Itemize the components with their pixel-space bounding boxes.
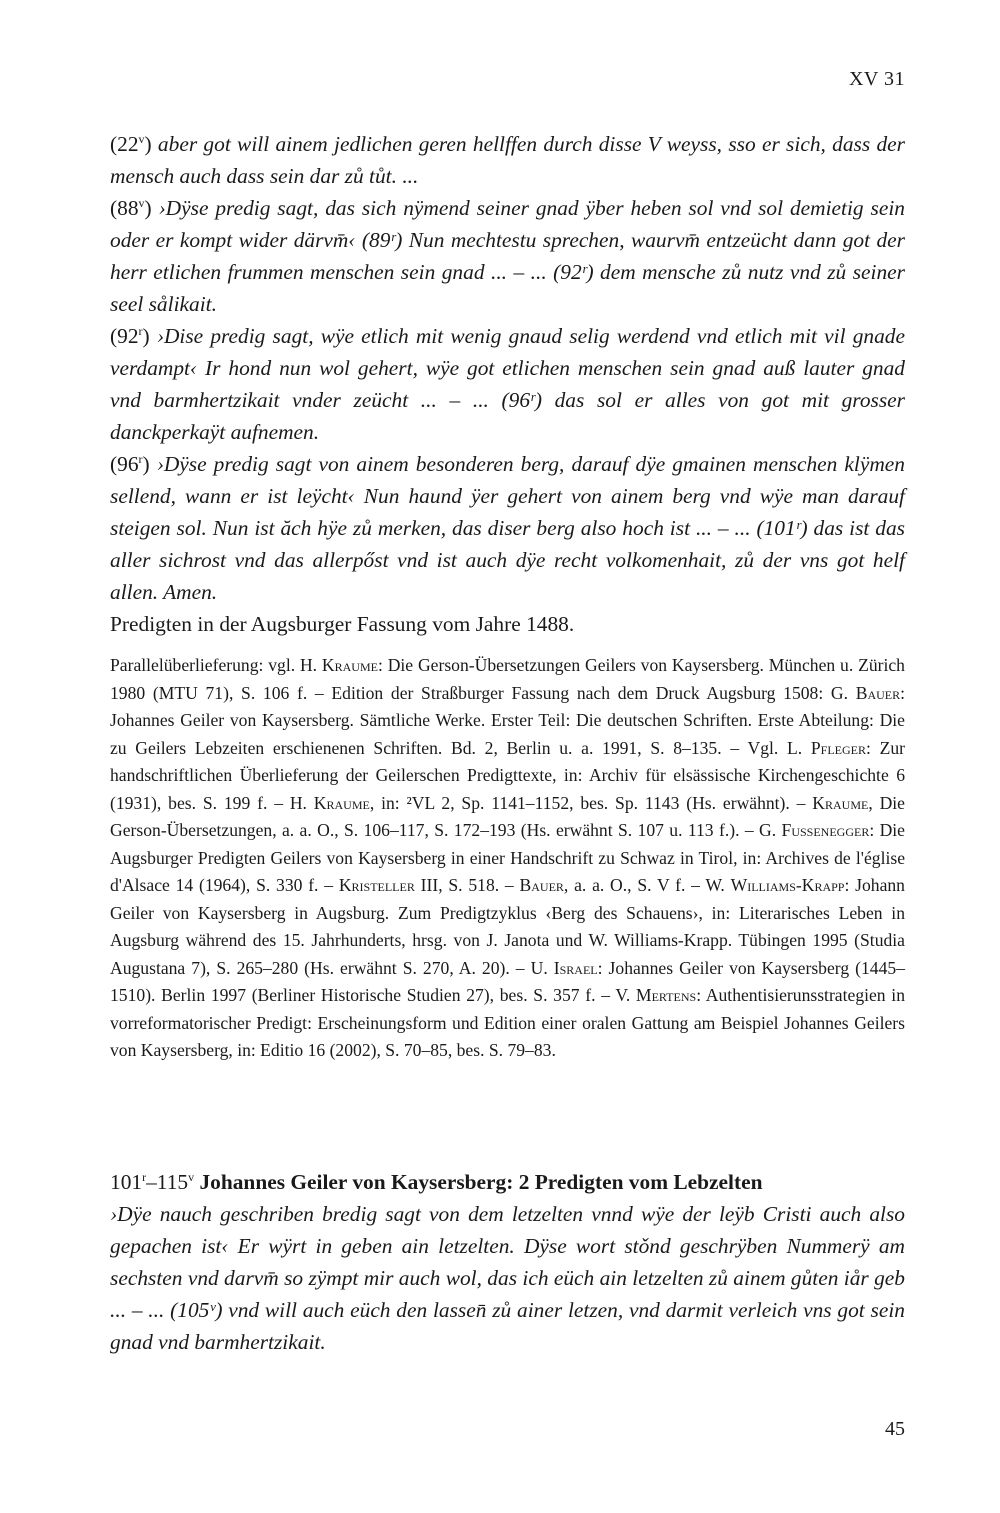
author-name: Bauer — [519, 875, 564, 895]
folio-reference: (92 — [110, 324, 139, 348]
page-number: 45 — [885, 1418, 905, 1440]
folio-side: r — [138, 451, 143, 466]
sermon-entry — [110, 128, 905, 192]
bibliography-text: , a. a. O., S. V f. – W. — [563, 875, 731, 895]
bibliography-paragraph — [110, 652, 905, 1065]
range-start-side: r — [142, 1169, 147, 1184]
summary-line: Predigten in der Augsburger Fassung vom Jahre 1488. — [110, 612, 575, 636]
bibliography-text: : Johannes Geiler von Kaysersberg. Sämtliche Werke. Erster Teil: Die deutschen Schriften. Erste Abteilung: Die zu Geilers Lebzeiten erschienenen Schriften. Bd. 2, Berlin u. a. 1991, S. 8–135. – Vgl. L. — [110, 682, 905, 758]
manuscript-entries — [110, 128, 905, 1065]
folio-close: ) — [144, 196, 152, 220]
folio-reference: (88 — [110, 196, 139, 220]
author-name: Pfleger — [810, 737, 866, 758]
entry-text: ›Dÿse predig sagt, das sich nÿmend seiner gnad ÿber heben sol vnd sol demietig sein oder er kompt wider därvm̄‹ (89ʳ) Nun mechtestu sprechen, waurvm̄ entzeücht dann got der herr etlichen frummen menschen sein gnad ... – ... (92ʳ) dem mensche zů nutz vnd zů seiner seel sålikait. — [110, 196, 905, 316]
author-name: Williams-Krapp — [730, 875, 845, 895]
bibliography-text: : Die Augsburger Predigten Geilers von Kaysersberg in einer Handschrift zu Schwaz in Tirol, in: Archives de l'église d'Alsace 14 (1964), S. 330 f. – — [110, 820, 905, 895]
sermon-entry — [110, 320, 905, 448]
bibliography-text: , in: ²VL 2, Sp. 1141–1152, bes. Sp. 1143 (Hs. erwähnt). – — [369, 792, 813, 813]
bibliography-text: III, S. 518. – — [414, 875, 520, 895]
next-section — [110, 1166, 905, 1358]
sermon-entry — [110, 192, 905, 320]
bibliography-text: , Die Gerson-Übersetzungen, a. a. O., S. 106–117, S. 172–193 (Hs. erwähnt S. 107 u. 113 f.). – G. — [110, 792, 905, 840]
author-name: Kraume — [812, 792, 869, 813]
running-head: XV 31 — [848, 68, 905, 90]
range-start: 101 — [110, 1170, 143, 1194]
author-name: Fussenegger — [781, 820, 870, 840]
bibliography-text: Parallelüberlieferung: vgl. H. — [110, 655, 322, 675]
bibliography-text: : Zur handschriftlichen Überlieferung der Geilerschen Predigttexte, in: Archiv für elsässische Kirchengeschichte 6 (1931), bes. S. 199 f. – H. — [110, 737, 905, 813]
range-end: 115 — [156, 1170, 189, 1194]
folio-reference: (22 — [110, 132, 139, 156]
range-dash: – — [146, 1170, 157, 1194]
section-heading — [110, 1166, 905, 1198]
entry-text: ›Dÿse predig sagt von ainem besonderen berg, darauf dÿe gmainen menschen klÿmen sellend, wann er ist leÿcht‹ Nun haund ÿer gehert von ainem berg vnd wÿe man darauf steigen sol. Nun ist ăch hÿe zů merken, das diser berg also hoch ist ... – ... (101ʳ) das ist das aller sichrost vnd das allerpőst vnd ist auch dÿe recht volkomenhait, zů der vns got helf allen. Amen. — [110, 452, 905, 604]
folio-close: ) — [142, 452, 150, 476]
folio-close: ) — [142, 324, 150, 348]
entry-text: aber got will ainem jedlichen geren hellffen durch disse V weyss, sso er sich, dass der mensch auch dass sein dar zů tůt. ... — [110, 132, 905, 188]
author-name: Bauer — [855, 682, 901, 703]
entry-text: ›Dise predig sagt, wÿe etlich mit wenig gnaud selig werdend vnd etlich mit vil gnade verdampt‹ Ir hond nun wol gehert, wÿe got etlichen menschen sein gnad auß lauter gnad vnd barmhertzikait vnder zeücht ... – ... (96ʳ) das sol er alles von got mit grosser danckperkaÿt aufnemen. — [110, 324, 905, 444]
author-name: Mertens — [635, 985, 697, 1005]
sermon-entry — [110, 448, 905, 608]
bibliography-text: : Johannes Geiler von Kaysersberg (1445–1510). Berlin 1997 (Berliner Historische Studien 27), bes. S. 357 f. – V. — [110, 957, 905, 1005]
bibliography-text: : Die Gerson-Übersetzungen Geilers von Kaysersberg. München u. Zürich 1980 (MTU 71), S. 106 f. – Edition der Straßburger Fassung nach dem Druck Augsburg 1508: G. — [110, 655, 905, 703]
section-title: Johannes Geiler von Kaysersberg: 2 Predigten vom Lebzelten — [194, 1170, 763, 1194]
folio-side: v — [138, 131, 145, 146]
range-end-side: v — [188, 1169, 195, 1184]
folio-reference: (96 — [110, 452, 139, 476]
folio-side: v — [138, 195, 145, 210]
folio-close: ) — [144, 132, 152, 156]
folio-side: r — [138, 323, 143, 338]
bibliography-text: : Johann Geiler von Kaysersberg in Augsburg. Zum Predigtzyklus ‹Berg des Schauens›, in: Literarisches Leben in Augsburg während des 15. Jahrhunderts, hrsg. von J. Janota und W. Williams-Krapp. Tübingen 1995 (Studia Augustana 7), S. 265–280 (Hs. erwähnt S. 270, A. 20). – U. — [110, 875, 905, 978]
bibliography-text: : Authentisierunsstrategien in vorreformatorischer Predigt: Erscheinungsform und Edition einer oralen Gattung am Beispiel Johannes Geilers von Kaysersberg, in: Editio 16 (2002), S. 70–85, bes. S. 79–83. — [110, 985, 905, 1060]
section-text: ›Dÿe nauch geschriben bredig sagt von dem letzelten vnnd wÿe der leÿb Cristi auch also gepachen ist‹ Er wÿrt in geben ain letzelten. Dÿse wort stǒnd geschrÿben Nummerÿ am sechsten vnd darvm̄ so zÿmpt mir auch wol, das ich eüch ain letzelten zů ainem gůten iår geb ... – ... (105ᵛ) vnd will auch eüch den lassen̄ zů ainer letzen, vnd darmit verleich vns got sein gnad vnd barmhertzikait. — [110, 1202, 905, 1354]
author-name: Kraume — [313, 792, 370, 813]
author-name: Israel — [553, 957, 598, 978]
author-name: Kristeller — [338, 875, 415, 895]
author-name: Kraume — [321, 655, 378, 675]
